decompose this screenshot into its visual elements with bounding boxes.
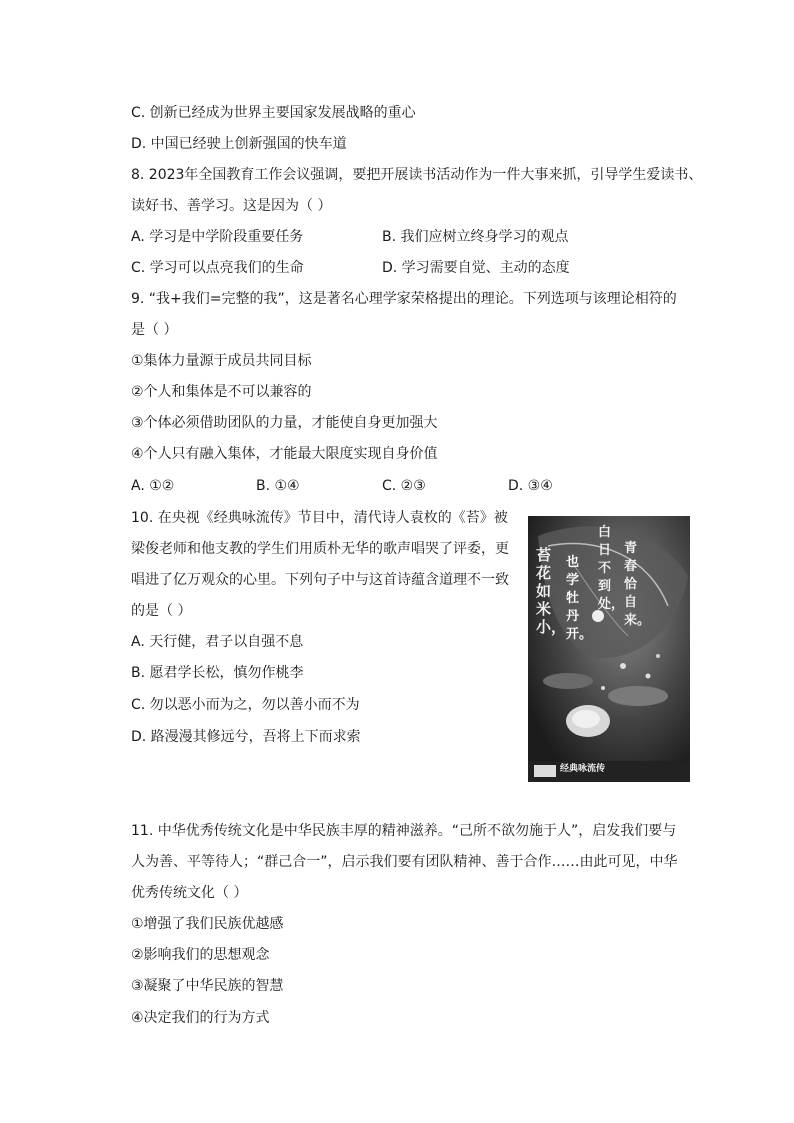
q10-stem-line4: 的是（ ） [131,603,192,619]
q9-item-1: ①集体力量源于成员共同目标 [131,353,312,369]
poster-poem-right-2: 青春恰自来。 [624,541,651,628]
q9-stem-line1: 9. “我+我们=完整的我”，这是著名心理学家荣格提出的理论。下列选项与该理论相符的 [131,291,677,307]
q10-option-b: B. 愿君学长松，慎勿作桃李 [131,665,304,681]
q9-item-3: ③个体必须借助团队的力量，才能使自身更加强大 [131,415,438,431]
q8-option-a: A. 学习是中学阶段重要任务 [131,229,304,245]
q11-item-1: ①增强了我们民族优越感 [131,916,284,932]
q9-option-a: A. ①② [131,478,175,494]
q9-option-c: C. ②③ [382,478,426,494]
q11-stem-line2: 人为善、平等待人；“群己合一”，启示我们要有团队精神、善于合作……由此可见，中华 [131,854,678,870]
q8-stem-line1: 8. 2023年全国教育工作会议强调，要把开展读书活动作为一件大事来抓，引导学生爱读书、 [131,167,703,183]
q11-item-2: ②影响我们的思想观念 [131,947,270,963]
q8-option-d: D. 学习需要自觉、主动的态度 [382,260,570,276]
poster-poem-left: 苔花如米小， [536,546,567,636]
q9-option-b: B. ①④ [256,478,300,494]
q10-stem-line3: 唱进了亿万观众的心里。下列句子中与这首诗蕴含道理不一致 [131,572,509,588]
q8-option-b: B. 我们应树立终身学习的观点 [382,229,569,245]
q7-option-c: C. 创新已经成为世界主要国家发展战略的重心 [131,105,416,121]
poem-poster-image [528,516,690,782]
q8-option-c: C. 学习可以点亮我们的生命 [131,260,304,276]
q9-item-2: ②个人和集体是不可以兼容的 [131,384,312,400]
q10-option-d: D. 路漫漫其修远兮，吾将上下而求索 [131,729,361,745]
poster-poem-left-2: 也学牡丹开。 [566,555,593,642]
q9-option-d: D. ③④ [508,478,553,494]
q11-item-4: ④决定我们的行为方式 [131,1010,270,1026]
q11-stem-line3: 优秀传统文化（ ） [131,885,248,901]
poster-poem-right: 白日不到处， [598,525,625,612]
q10-stem-line2: 梁俊老师和他支教的学生们用质朴无华的歌声唱哭了评委，更 [131,541,509,557]
q9-stem-line2: 是（ ） [131,322,178,338]
poster-show-logo: 经典咏流传 [560,764,606,774]
q10-stem-line1: 10. 在央视《经典咏流传》节目中，清代诗人袁枚的《苔》被 [131,510,508,526]
q10-option-c: C. 勿以恶小而为之，勿以善小而不为 [131,697,360,713]
q9-item-4: ④个人只有融入集体，才能最大限度实现自身价值 [131,446,438,462]
q11-item-3: ③凝聚了中华民族的智慧 [131,978,284,994]
q7-option-d: D. 中国已经驶上创新强国的快车道 [131,136,347,152]
q8-stem-line2: 读好书、善学习。这是因为（ ） [131,198,332,214]
q11-stem-line1: 11. 中华优秀传统文化是中华民族丰厚的精神滋养。“己所不欲勿施于人”，启发我们要与 [131,823,677,839]
q10-option-a: A. 天行健，君子以自强不息 [131,634,304,650]
